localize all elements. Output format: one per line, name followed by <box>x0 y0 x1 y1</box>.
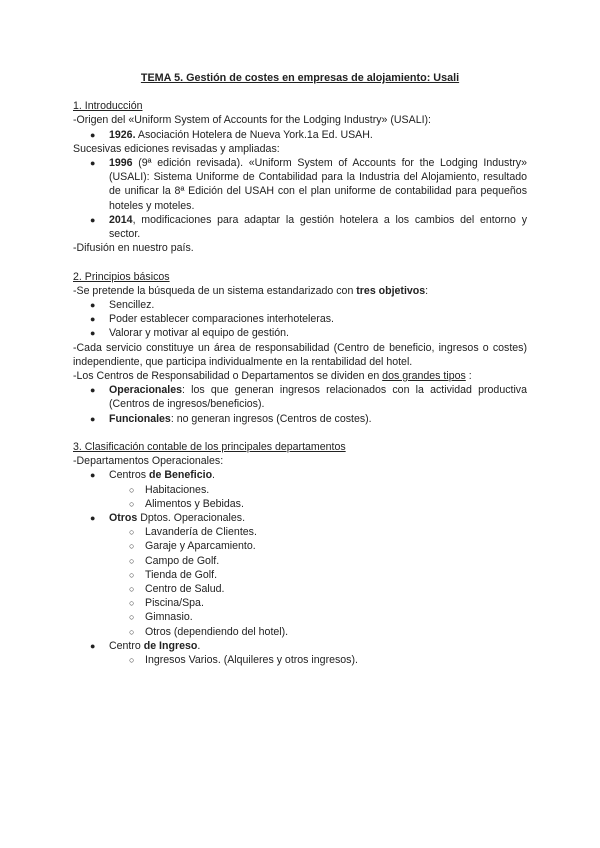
hollow-bullet-icon: ○ <box>129 626 135 637</box>
sub-list-item: ○ Piscina/Spa. <box>129 597 204 610</box>
hollow-bullet-icon: ○ <box>129 484 135 495</box>
hollow-bullet-icon: ○ <box>129 555 135 566</box>
bullet-icon: ● <box>90 470 96 481</box>
bullet-icon: ● <box>90 314 96 325</box>
page-title: TEMA 5. Gestión de costes en empresas de alojamiento: Usali <box>140 72 460 84</box>
centers-intro: -Los Centros de Responsabilidad o Departamentos se dividen en dos grandes tipos : <box>73 370 472 383</box>
list-item: ● 1996 (9ª edición revisada). «Uniform System of Accounts for the Lodging Industry» (USALI): Sistema Uniforme de Contabilidad para la Industria del Alojamiento, resultado de unificar la 8ª Edición del USAH con el plan uniforme de contabilidad para pequeños hoteles y moteles. <box>90 157 527 212</box>
section-principios <box>73 270 527 426</box>
objectives-intro: -Se pretende la búsqueda de un sistema estandarizado con tres objetivos: <box>73 284 429 297</box>
list-item: ● Centros de Beneficio. <box>90 469 215 482</box>
list-item: ● Valorar y motivar al equipo de gestión. <box>90 327 289 340</box>
diffusion-line: -Difusión en nuestro país. <box>73 242 194 255</box>
hollow-bullet-icon: ○ <box>129 541 135 552</box>
sub-list-item: ○ Centro de Salud. <box>129 583 225 596</box>
hollow-bullet-icon: ○ <box>129 655 135 666</box>
list-item: ● Poder establecer comparaciones interhoteleras. <box>90 313 334 326</box>
list-item: ● Funcionales: no generan ingresos (Centros de costes). <box>90 412 372 425</box>
services-paragraph: -Cada servicio constituye un área de responsabilidad (Centro de beneficio, ingresos o costes) independiente, que participa individualmente en la rentabilidad del hotel. <box>73 341 527 368</box>
sub-list-item: ○ Alimentos y Bebidas. <box>129 497 244 510</box>
sub-list-item: ○ Habitaciones. <box>129 483 210 496</box>
origin-list <box>73 128 527 142</box>
list-item: ● Operacionales: los que generan ingresos relacionados con la actividad productiva (Centros de ingresos/beneficios). <box>90 384 527 411</box>
list-item: ● Otros Dptos. Operacionales. <box>90 512 246 525</box>
editions-list <box>73 156 527 241</box>
list-item: ● 2014, modificaciones para adaptar la gestión hotelera a los cambios del entorno y sector. <box>90 213 527 241</box>
list-item: ● Centro de Ingreso. <box>90 639 201 652</box>
list-item: ● 1926. Asociación Hotelera de Nueva York.1a Ed. USAH. <box>90 128 373 141</box>
section-heading-3: 3. Clasificación contable de los principales departamentos <box>73 441 346 454</box>
departments-list <box>73 468 527 667</box>
bullet-icon: ● <box>90 328 96 339</box>
bullet-icon: ● <box>90 640 96 651</box>
bullet-icon: ● <box>90 300 96 311</box>
sub-list-item: ○ Gimnasio. <box>129 611 193 624</box>
hollow-bullet-icon: ○ <box>129 527 135 538</box>
section-introduccion <box>73 99 527 255</box>
hollow-bullet-icon: ○ <box>129 612 135 623</box>
section-clasificacion <box>73 440 527 667</box>
bullet-icon: ● <box>90 129 96 140</box>
bullet-icon: ● <box>90 158 96 169</box>
origin-line: -Origen del «Uniform System of Accounts for the Lodging Industry» (USALI): <box>73 114 431 127</box>
hollow-bullet-icon: ○ <box>129 569 135 580</box>
hollow-bullet-icon: ○ <box>129 584 135 595</box>
sub-list-item: ○ Ingresos Varios. (Alquileres y otros ingresos). <box>129 654 358 667</box>
hollow-bullet-icon: ○ <box>129 498 135 509</box>
successive-line: Sucesivas ediciones revisadas y ampliadas: <box>73 142 280 155</box>
departments-intro: -Departamentos Operacionales: <box>73 455 224 468</box>
bullet-icon: ● <box>90 385 96 396</box>
list-item: ● Sencillez. <box>90 299 155 312</box>
sub-list-item: ○ Garaje y Aparcamiento. <box>129 540 256 553</box>
section-heading-2: 2. Principios básicos <box>73 270 170 283</box>
objectives-list <box>73 298 527 341</box>
sub-list-item: ○ Tienda de Golf. <box>129 568 218 581</box>
centers-list <box>73 383 527 426</box>
bullet-icon: ● <box>90 413 96 424</box>
document-page <box>73 71 527 667</box>
sub-list-item: ○ Lavandería de Clientes. <box>129 526 257 539</box>
hollow-bullet-icon: ○ <box>129 598 135 609</box>
bullet-icon: ● <box>90 214 96 225</box>
sub-list-item: ○ Otros (dependiendo del hotel). <box>129 625 289 638</box>
bullet-icon: ● <box>90 513 96 524</box>
sub-list-item: ○ Campo de Golf. <box>129 554 220 567</box>
section-heading-1: 1. Introducción <box>73 100 143 113</box>
